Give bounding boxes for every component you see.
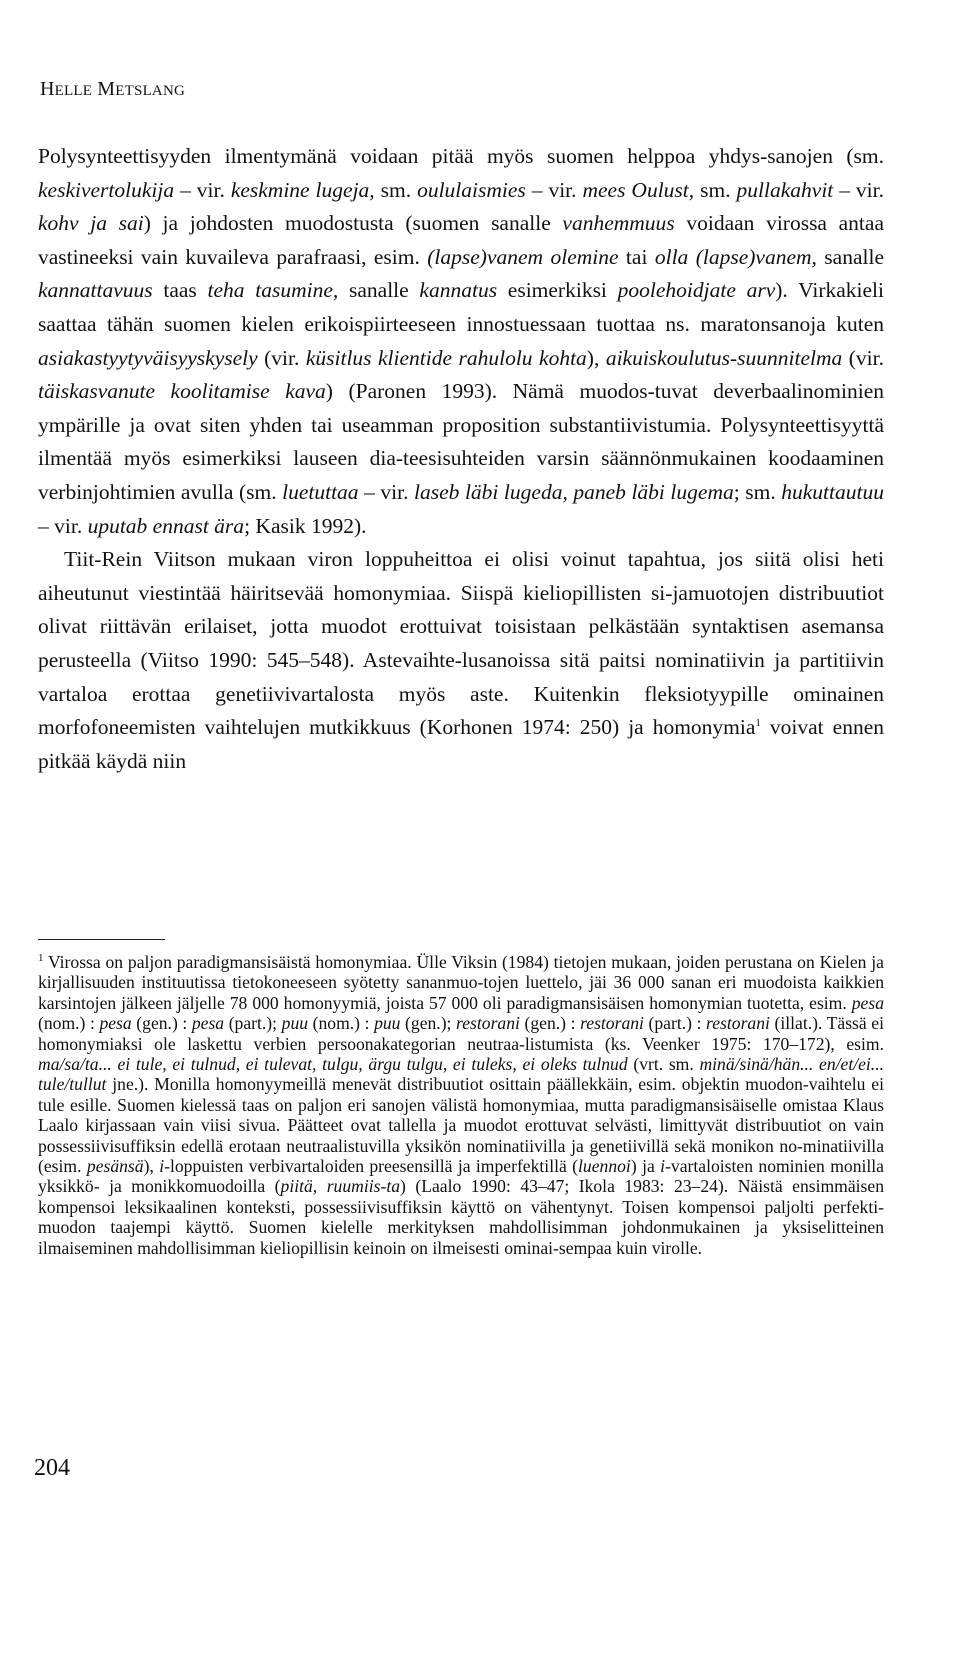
author-smallcaps: ETSLANG	[115, 83, 186, 99]
footnote-number: 1	[38, 952, 44, 965]
author-smallcaps: ELLE	[54, 83, 93, 99]
author-initial: M	[92, 78, 116, 100]
paragraph-2: Tiit-Rein Viitson mukaan viron loppuheittoa ei olisi voinut tapahtua, jos siitä olisi heti aiheutunut viestintää häiritsevää homonymiaa. Siispä kieliopillisten si-jamuotojen distribuutiot olivat riittävän erilaiset, jotta muodot erottuivat toisistaan pelkästään syntaktisen asemansa perusteella (Viitso 1990: 545–548). Astevaihte-lusanoissa sitä paitsi nominatiivin ja partitiivin vartaloa erottaa genetiivivartalosta myös aste. Kuitenkin fleksiotyypille ominainen morfofoneemisten vaihtelujen mutkikkuus (Korhonen 1974: 250) ja homonymia$^1$ voivat ennen pitkää käydä niin	[38, 547, 884, 773]
footnote-marker: 1	[755, 716, 761, 729]
footnote-rule	[38, 939, 165, 940]
footnote: $^1$ Virossa on paljon paradigmansisäistä homonymiaa. Ülle Viksin (1984) tietojen mukaan, joiden perustana on Kielen ja kirjallisuuden instituutissa tietokoneeseen syötetty sananmuo-tojen luettelo, jäi 36 000 sanan eri muodoista kaikkien karsintojen jälkeen jäljelle 78 000 homonyymiä, joista 57 000 oli paradigmansisäisen homonymian tuotetta, esim. pesa (nom.) : pesa (gen.) : pesa (part.); puu (nom.) : puu (gen.); restorani (gen.) : restorani (part.) : restorani (illat.). Tässä ei homonymiaksi ole laskettu verbien persoonakategorian neutraa-listumista (ks. Veenker 1975: 170–172), esim. ma/sa/ta... ei tule, ei tulnud, ei tulevat, tulgu, ärgu tulgu, ei tuleks, ei oleks tulnud (vrt. sm. minä/sinä/hän... en/et/ei... tule/tullut jne.). Monilla homonyymeillä menevät distribuutiot osittain päällekkäin, esim. objektin muodon-vaihtelu ei tule esille. Suomen kielessä taas on paljon eri sanojen välistä homonymiaa, mutta paradigmansisäiselle omistaa Klaus Laalo kirjassaan vain viisi sivua. Päätteet ovat tallella ja muodot erottuvat selvästi, limittyvät distribuutiot on vain possessiivisuffiksin edellä erotaan neutraalistuvilla yksikön nominatiivilla ja genetiivillä sekä monikon no-minatiivilla (esim. pesänsä), i-loppuisten verbivartaloiden preesensillä ja imperfektillä (luennoi) ja i-vartaloisten nominien monilla yksikkö- ja monikkomuodoilla (piitä, ruumiis-ta) (Laalo 1990: 43–47; Ikola 1983: 23–24). Näistä ensimmäisen kompensoi leksikaalinen konteksti, possessiivisuffiksin käyttö on vähentynyt. Toisen kompensoi paljolti perfekti-muodon taajempi käyttö. Suomen kielelle merkityksen mahdollisimman johdonmukainen ja yksiselitteinen ilmaiseminen mahdollisimman kieliopillisin keinoin on ilmeisesti ominai-sempaa kuin virolle.	[38, 952, 884, 1258]
author-initial: H	[40, 78, 55, 100]
running-head	[40, 78, 185, 101]
page-number: 204	[34, 1455, 70, 1481]
paragraph-1: Polysynteettisyyden ilmentymänä voidaan pitää myös suomen helppoa yhdys-sanojen (sm. keskivertolukija – vir. keskmine lugeja, sm. oululaismies – vir. mees Oulust, sm. pullakahvit – vir. kohv ja sai) ja johdosten muodostusta (suomen sanalle vanhemmuus voidaan virossa antaa vastineeksi vain kuvaileva parafraasi, esim. (lapse)vanem olemine tai olla (lapse)vanem, sanalle kannattavuus taas teha tasumine, sanalle kannatus esimerkiksi poolehoidjate arv). Virkakieli saattaa tähän suomen kielen erikoispiirteeseen innostuessaan tuottaa ns. maratonsanoja kuten asiakastyytyväisyyskysely (vir. küsitlus klientide rahulolu kohta), aikuiskoulutus-suunnitelma (vir. täiskasvanute koolitamise kava) (Paronen 1993). Nämä muodos-tuvat deverbaalinominien ympärille ja ovat siten yhden tai useamman proposition substantiivistumia. Polysynteettisyyttä ilmentää myös esimerkiksi lauseen dia-teesisuhteiden varsin säännönmukainen koodaaminen verbinjohtimien avulla (sm. luetuttaa – vir. laseb läbi lugeda, paneb läbi lugema; sm. hukuttautuu – vir. uputab ennast ära; Kasik 1992).	[38, 144, 885, 538]
main-text	[38, 140, 884, 778]
